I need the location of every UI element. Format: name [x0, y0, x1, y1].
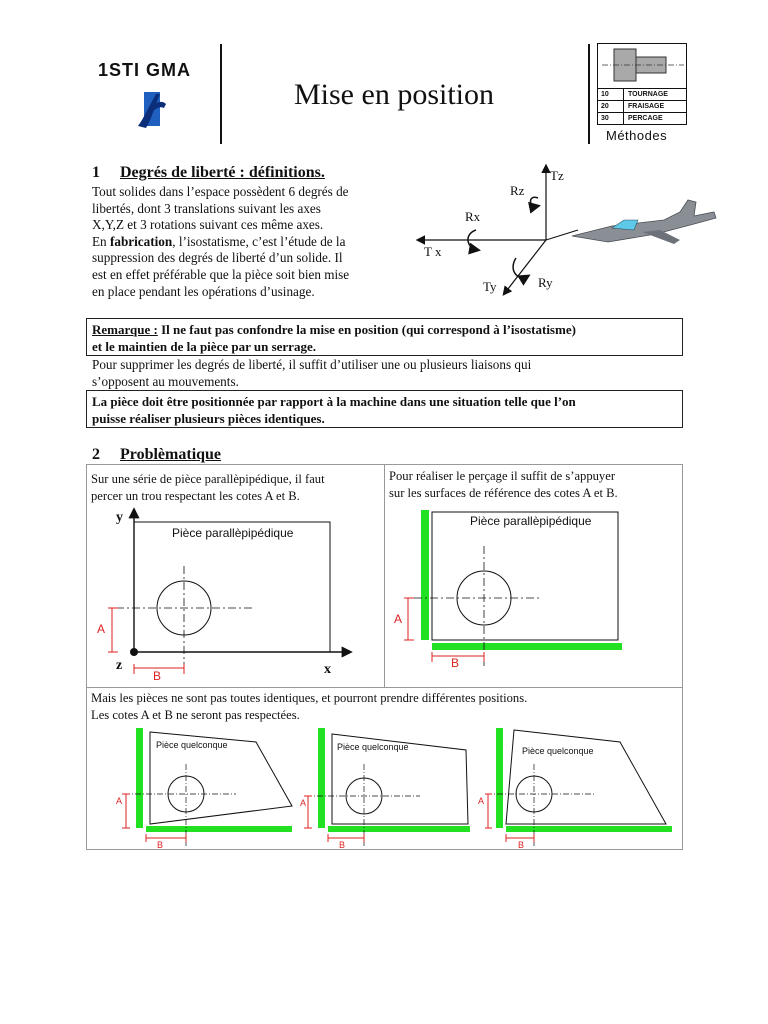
axis-y-label: y	[116, 510, 123, 525]
school-logo	[134, 88, 170, 130]
aircraft-icon	[572, 200, 716, 244]
dim-b-label-2: B	[451, 656, 460, 670]
axis-z-label: z	[116, 658, 123, 673]
header-divider-left	[220, 44, 222, 144]
dim-b-label-4: B	[339, 840, 346, 850]
table-divider-v	[384, 464, 385, 687]
axis-label-rz: Rz	[510, 183, 525, 198]
section1-text: Tout solides dans l’espace possèdent 6 degrés de libertés, dont 3 translations suivant les axes X,Y,Z et 3 rotations suivant ces même axes. En fabrication, l’isostatisme, c’est l’étude de la suppression des degrés de liberté d’un solide. Il est en effet préférable que la pièce soit bien mise en place pendant les opérations d’usinage.	[92, 184, 350, 299]
axis-label-tz: Tz	[550, 168, 564, 183]
part-diagram-support	[386, 506, 682, 684]
methods-card	[597, 43, 687, 125]
position-note-box: La pièce doit être positionnée par rapport à la machine dans une situation telle que l’on puisse réaliser plusieurs pièces identiques.	[86, 390, 683, 428]
any-part-label-2: Pièce quelconque	[337, 742, 409, 752]
dof-axes-diagram	[412, 160, 724, 300]
op-row-30: 30 PERCAGE	[598, 112, 686, 125]
dim-a-label-2: A	[394, 612, 403, 626]
axis-x-label: x	[324, 662, 331, 677]
any-part-label-3: Pièce quelconque	[522, 746, 594, 756]
dim-a-label-1: A	[97, 622, 106, 636]
cell3-text: Mais les pièces ne sont pas toutes identiques, et pourront prendre différentes positions. Les cotes A et B ne seront pas respectées.	[91, 691, 528, 722]
axis-label-tx: T x	[424, 244, 442, 259]
methods-label: Méthodes	[606, 128, 668, 143]
dim-a-label-3: A	[116, 796, 123, 806]
dim-b-label-1: B	[153, 669, 162, 683]
cell1-text: Sur une série de pièce parallèpipédique, il faut percer un trou respectant les cotes A et B.	[91, 472, 325, 503]
section1-heading: 1 Degrés de liberté : définitions.	[92, 164, 325, 181]
dim-b-label-5: B	[518, 840, 525, 850]
dim-a-label-4: A	[300, 798, 307, 808]
op-row-20: 20 FRAISAGE	[598, 100, 686, 113]
remark-box: Remarque : Il ne faut pas confondre la mise en position (qui correspond à l’isostatisme) et le maintien de la pièce par un serrage.	[86, 318, 683, 356]
liaison-paragraph: Pour supprimer les degrés de liberté, il suffit d’utiliser une ou plusieurs liaisons qui s’opposent au mouvements.	[92, 357, 532, 389]
turned-part-icon	[598, 44, 686, 88]
axis-label-rx: Rx	[465, 209, 481, 224]
axis-label-ry: Ry	[538, 275, 553, 290]
dim-b-label-3: B	[157, 840, 164, 850]
op-row-10: 10 TOURNAGE	[598, 88, 686, 101]
irregular-part-3	[484, 724, 680, 848]
dim-a-label-5: A	[478, 796, 485, 806]
class-label: 1STI GMA	[98, 60, 192, 80]
part-label-1: Pièce parallèpipédique	[172, 526, 294, 540]
cell2-text: Pour réaliser le perçage il suffit de s’appuyer sur les surfaces de référence des cotes A et B.	[389, 469, 618, 500]
any-part-label-1: Pièce quelconque	[156, 740, 228, 750]
axis-label-ty: Ty	[483, 279, 497, 294]
part-label-2: Pièce parallèpipédique	[470, 514, 592, 528]
page-title: Mise en position	[294, 78, 494, 111]
section2-heading: 2 Problèmatique	[92, 446, 222, 463]
table-divider-h	[86, 687, 683, 688]
header-divider-right	[588, 44, 590, 144]
